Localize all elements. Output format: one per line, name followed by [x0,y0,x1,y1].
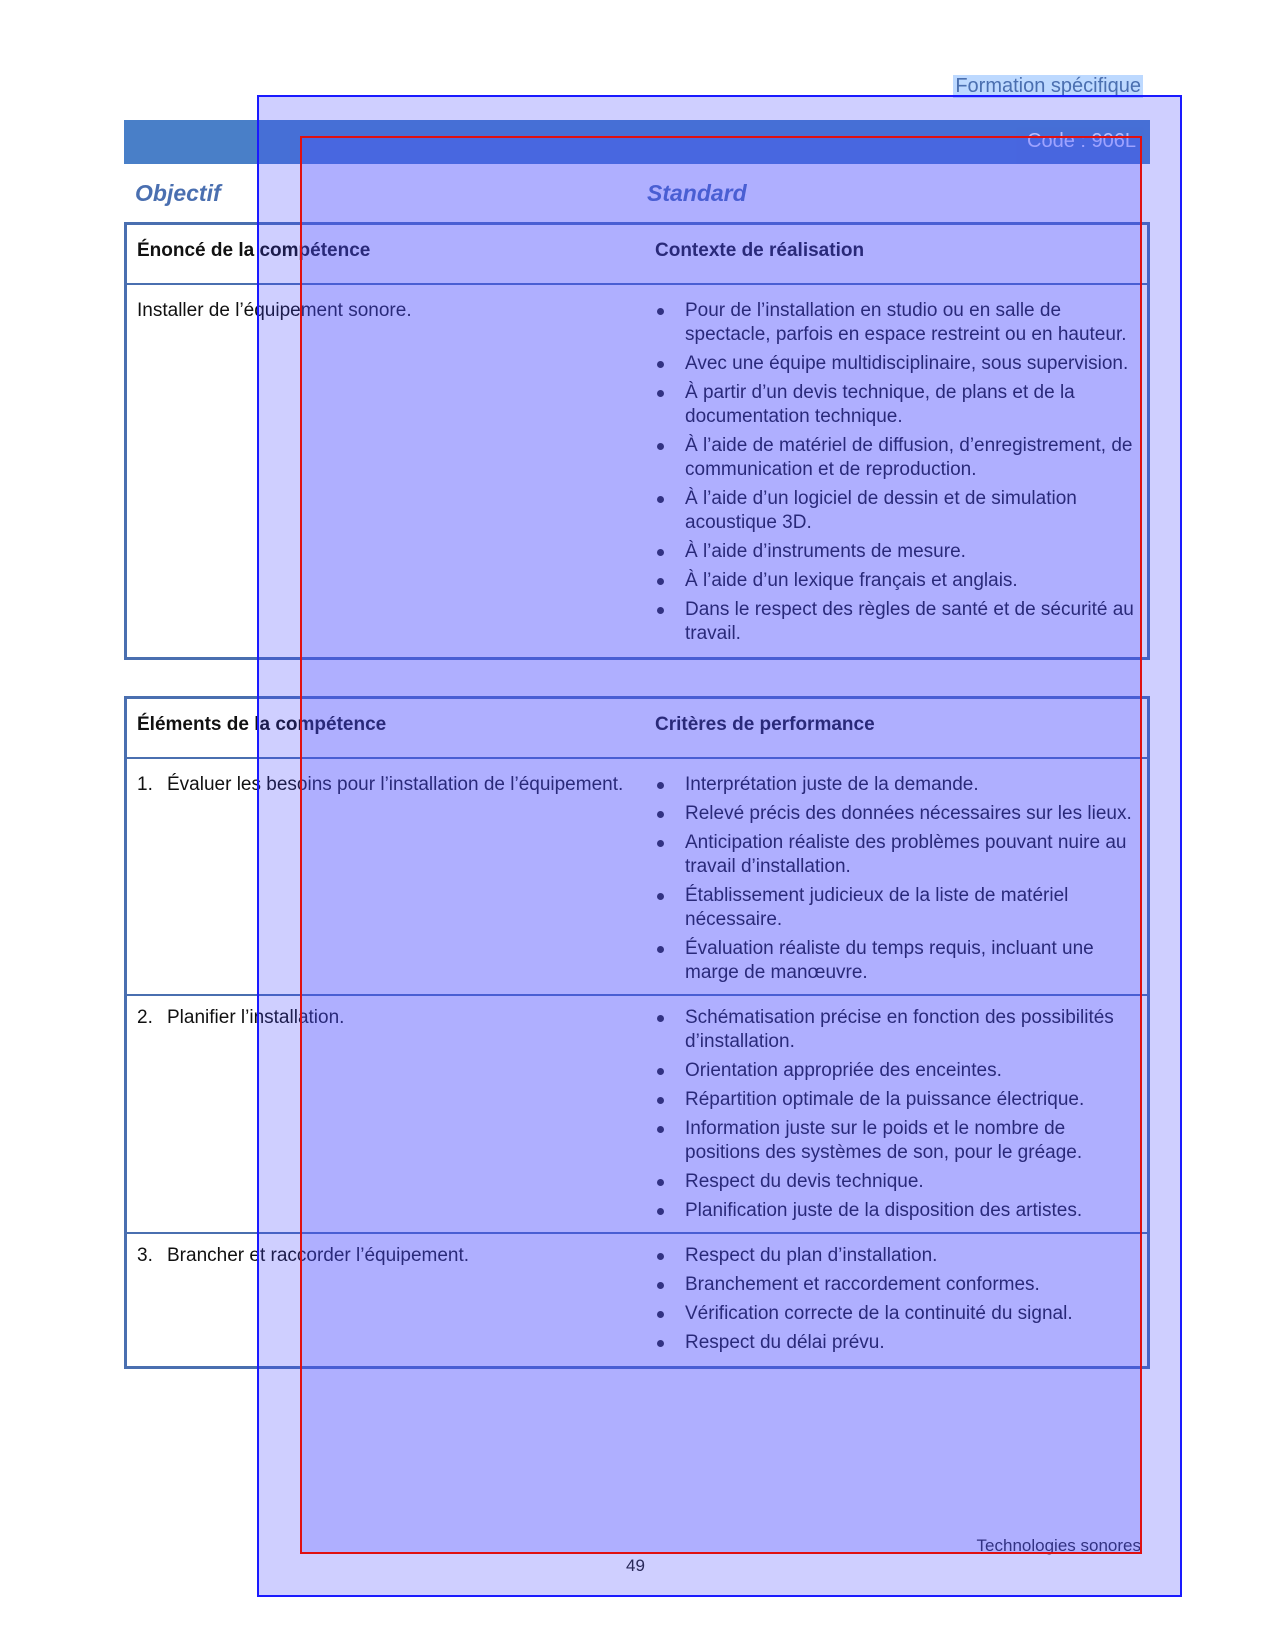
list-item: Établissement judicieux de la liste de matériel nécessaire. [655,884,1135,932]
list-item: Respect du devis technique. [655,1170,1135,1194]
list-item: Avec une équipe multidisciplinaire, sous supervision. [655,352,1135,376]
list-item: À l’aide d’instruments de mesure. [655,540,1135,564]
section-label: Formation spécifique [955,75,1141,97]
standard-title: Standard [647,180,747,206]
list-item: Planification juste de la disposition des artistes. [655,1199,1135,1223]
list-item: À partir d’un devis technique, de plans et de la documentation technique. [655,381,1135,429]
element-number: 3. [137,1245,153,1266]
list-item: Anticipation réaliste des problèmes pouvant nuire au travail d’installation. [655,831,1135,879]
list-item: Branchement et raccordement conformes. [655,1273,1135,1297]
list-item: Vérification correcte de la continuité du signal. [655,1302,1135,1326]
objective-title: Objectif [135,180,221,206]
list-item: Dans le respect des règles de santé et de sécurité au travail. [655,598,1135,646]
element-number: 2. [137,1007,153,1028]
list-item: À l’aide d’un lexique français et anglais. [655,569,1135,593]
competence-header: Énoncé de la compétence [126,224,656,285]
list-item: Respect du délai prévu. [655,1331,1135,1355]
code-label: Code : 906L [1027,130,1136,152]
context-header: Contexte de réalisation [655,224,1149,285]
list-item: Interprétation juste de la demande. [655,773,1135,797]
list-item: Pour de l’installation en studio ou en salle de spectacle, parfois en espace restreint ou en hauteur. [655,299,1135,347]
list-item: À l’aide de matériel de diffusion, d’enregistrement, de communication et de reproduction. [655,434,1135,482]
list-item: Orientation appropriée des enceintes. [655,1059,1135,1083]
elements-header: Éléments de la compétence [126,698,656,759]
list-item: Relevé précis des données nécessaires sur les lieux. [655,802,1135,826]
element-label: Planifier l’installation. [167,1007,345,1028]
competence-statement: Installer de l’équipement sonore. [137,300,412,321]
list-item: Information juste sur le poids et le nombre de positions des systèmes de son, pour le gréage. [655,1117,1135,1165]
selection-overlay-inner [300,136,1142,1554]
list-item: À l’aide d’un logiciel de dessin et de simulation acoustique 3D. [655,487,1135,535]
element-label: Évaluer les besoins pour l’installation de l’équipement. [167,774,624,795]
element-number: 1. [137,774,153,795]
page-number: 49 [626,1556,645,1575]
list-item: Évaluation réaliste du temps requis, incluant une marge de manœuvre. [655,937,1135,985]
footer-program: Technologies sonores [976,1536,1141,1555]
element-label: Brancher et raccorder l’équipement. [167,1245,470,1266]
criteria-header: Critères de performance [655,698,1149,759]
list-item: Répartition optimale de la puissance électrique. [655,1088,1135,1112]
list-item: Respect du plan d’installation. [655,1244,1135,1268]
list-item: Schématisation précise en fonction des possibilités d’installation. [655,1006,1135,1054]
